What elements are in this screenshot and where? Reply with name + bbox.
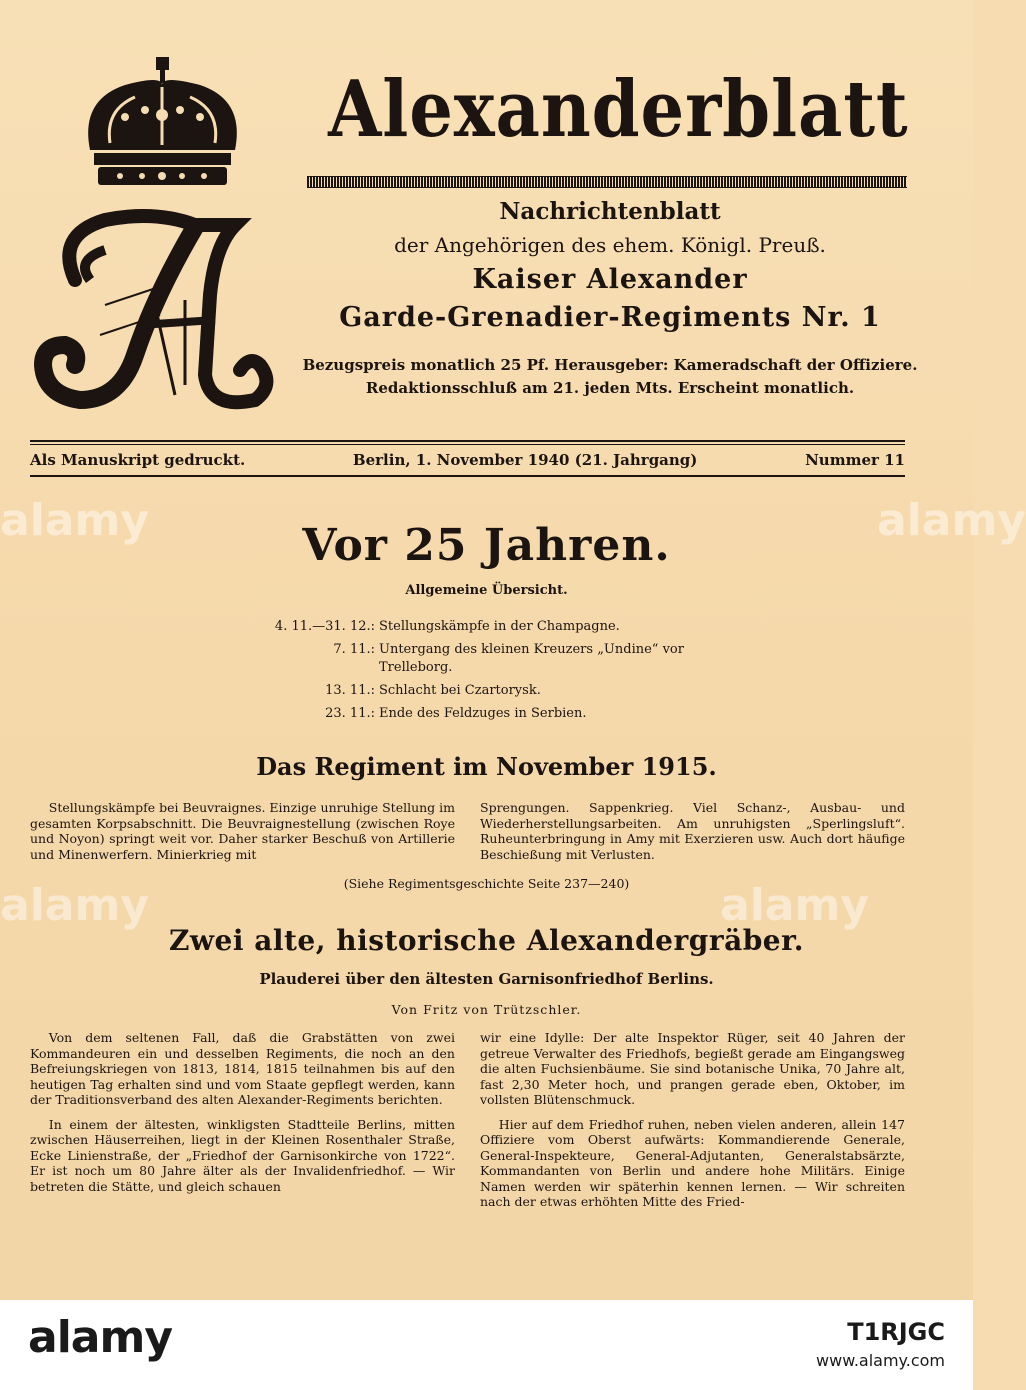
list-item [240,705,700,723]
section1-subtitle: Allgemeine Übersicht. [405,583,568,598]
list-item [240,682,700,700]
section3-column-2 [480,1030,905,1210]
section1-title: Vor 25 Jahren. [302,520,671,571]
watermark-text: alamy [0,880,149,931]
watermark-brand-logo: alamy [28,1312,172,1363]
event-text: Untergang des kleinen Kreuzers „Undine“ vor Trelleborg. [379,642,684,675]
section3-subtitle: Plauderei über den ältesten Garnisonfriedhof Berlins. [259,970,714,988]
section2-title: Das Regiment im November 1915. [256,752,717,781]
dateline-right: Nummer 11 [805,451,905,469]
paragraph: Hier auf dem Friedhof ruhen, neben vielen anderen, allein 147 Offiziere vom Oberst aufwärts: Kommandierende Generale, General-Inspekteure, General-Adjutanten, Generalstabsärzte, Kommandanten von Berlin und andere hohe Militärs. Einige Namen werden wir späterhin kennen lernen. — Wir schreiten nach der etwas erhöhten Mitte des Fried- [480,1116,905,1209]
crown-emblem-icon [80,55,245,190]
section2-reference: (Siehe Regimentsgeschichte Seite 237—240) [343,876,630,891]
watermark-text: alamy [720,880,869,931]
masthead-subtitle-4: Garde-Grenadier-Regiments Nr. 1 [339,302,881,333]
list-item [240,641,700,677]
section3-byline: Von Fritz von Trützschler. [391,1002,582,1017]
masthead-rule [307,176,907,188]
paragraph: In einem der ältesten, winkligsten Stadtteile Berlins, mitten zwischen Häuserreihen, liegt in der Kleinen Rosenthaler Straße, Ecke Linienstraße, der „Friedhof der Garnisonkirche von 1722“. Er ist noch um 80 Jahre älter als der Invalidenfriedhof. — Wir betreten die Stätte, und gleich schauen [30,1116,455,1194]
masthead-info-2: Redaktionsschluß am 21. jeden Mts. Erscheint monatlich. [365,379,855,397]
section2-column-1: Stellungskämpfe bei Beuvraignes. Einzige unruhige Stellung im gesamten Korpsabschnitt. Die Beuvraignestellung (zwischen Roye und Noyon) springt weit vor. Daher starker Beschuß von Artillerie und Minenwerfern. Minierkrieg mit [30,800,456,862]
chronology-list [240,618,700,728]
divider [30,440,905,442]
masthead-subtitle-1: Nachrichtenblatt [499,198,721,225]
event-text: Ende des Feldzuges in Serbien. [379,706,587,721]
paragraph: Von dem seltenen Fall, daß die Grabstätten von zwei Kommandeuren ein und desselben Regiments, die noch an den Befreiungskriegen von 1813, 1814, 1815 teilnahmen bis auf den heutigen Tag erhalten sind und vom Staate gepflegt werden, kann der Traditionsverband des alten Alexander-Regiments berichten. [30,1030,455,1107]
divider [30,475,905,477]
masthead-subtitle-2: der Angehörigen des ehem. Königl. Preuß. [394,233,826,257]
paragraph: wir eine Idylle: Der alte Inspektor Rüger, seit 40 Jahren der getreue Verwalter des Friedhofs, begießt gerade am Eingangsweg die alten Fuchsienbäume. Sie sind botanische Unika, 70 Jahre alt, fast 2,30 Meter hoch, und prangen gerade eben, Oktober, im vollsten Blütenschmuck. [480,1030,905,1107]
event-date: 13. 11.: [325,683,375,698]
section3-column-1 [30,1030,455,1210]
event-date: 7. 11.: [333,642,375,657]
dateline-left: Als Manuskript gedruckt. [30,451,246,469]
masthead-info-1: Bezugspreis monatlich 25 Pf. Herausgeber: Kameradschaft der Offiziere. [302,356,918,374]
section3-columns [30,1030,905,1210]
event-date: 23. 11.: [325,706,375,721]
event-text: Stellungskämpfe in der Champagne. [379,619,620,634]
divider [30,444,905,445]
dateline [30,448,905,472]
section2-columns [30,800,905,862]
event-date: 4. 11.—31. 12.: [274,619,375,634]
list-item [240,618,700,636]
section2-column-2: Sprengungen. Sappenkrieg. Viel Schanz-, Ausbau- und Wiederherstellungsarbeiten. Am unruhigsten „Sperlingsluft“. Ruheunterbringung in Amy mit Exerzieren usw. Auch dort häufige Beschießung mit Verlusten. [480,800,905,862]
watermark-text: alamy [0,495,149,546]
dateline-center: Berlin, 1. November 1940 (21. Jahrgang) [352,451,698,469]
masthead-title: Alexanderblatt [328,64,909,155]
masthead-subtitle-3: Kaiser Alexander [472,264,748,295]
watermark-text: alamy [877,495,1026,546]
monogram-a-icon [35,205,275,420]
watermark-url: www.alamy.com [816,1351,945,1370]
event-text: Schlacht bei Czartorysk. [379,683,541,698]
watermark-image-id: T1RJGC [847,1318,945,1346]
section3-title: Zwei alte, historische Alexandergräber. [168,924,805,957]
